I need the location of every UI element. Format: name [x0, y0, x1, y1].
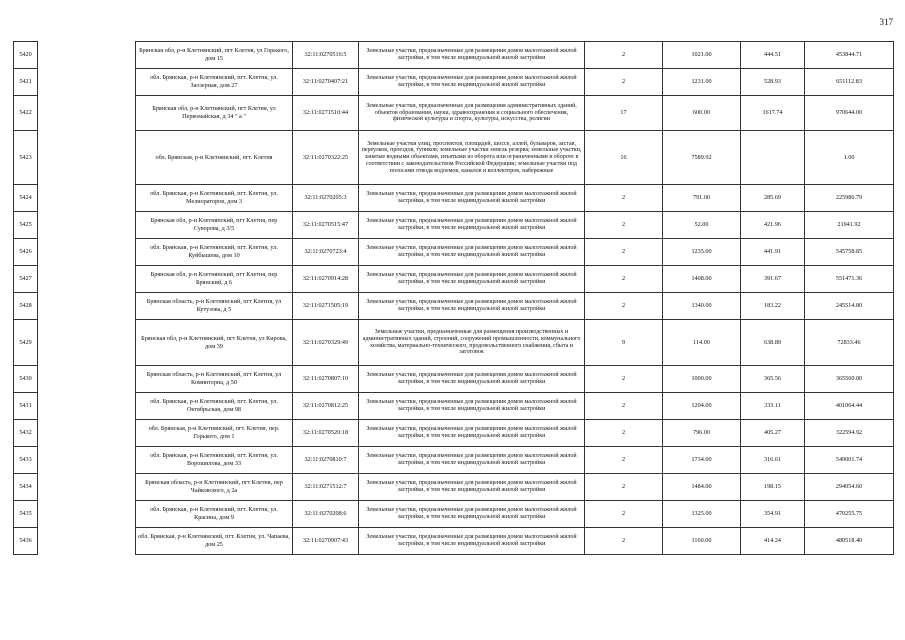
page-number: 317: [879, 17, 893, 27]
cell-cadastral-value: 453844.71: [805, 42, 894, 69]
table-row: [14, 239, 894, 266]
cell-cadastral-value: 1.00: [805, 131, 894, 185]
cell-area: 791.00: [663, 185, 741, 212]
cell-row-number: 5435: [14, 501, 38, 528]
cell-specific-value: 285.69: [741, 185, 805, 212]
cell-cadastral-value: 21941.92: [805, 212, 894, 239]
cell-group: 2: [585, 366, 663, 393]
cell-land-purpose: Земельные участки, предназначенные для размещения домов малоэтажной жилой застройки, в том числе индивидуальной жилой застройки: [359, 474, 585, 501]
cell-address: обл. Брянская, р-н Клетнянский, пгт. Клетня, ул. Ворошилова, дом 33: [136, 447, 293, 474]
cell-land-purpose: Земельные участки, предназначенные для размещения домов малоэтажной жилой застройки, в том числе индивидуальной жилой застройки: [359, 366, 585, 393]
table-body: [14, 42, 894, 555]
cell-cadastral-value: 322594.92: [805, 420, 894, 447]
cell-specific-value: 414.24: [741, 528, 805, 555]
cell-area: 1734.00: [663, 447, 741, 474]
cell-cadastral-number: 32:11:0270205:3: [293, 185, 359, 212]
cell-specific-value: 1617.74: [741, 96, 805, 131]
cell-group: 16: [585, 131, 663, 185]
cell-cadastral-number: 32:11:0270520:18: [293, 420, 359, 447]
cell-row-number: 5429: [14, 320, 38, 366]
cell-area: 114.00: [663, 320, 741, 366]
cell-land-purpose: Земельные участки, предназначенные для размещения домов малоэтажной жилой застройки, в том числе индивидуальной жилой застройки: [359, 393, 585, 420]
cell-row-number: 5428: [14, 293, 38, 320]
cell-blank: [38, 212, 136, 239]
cell-area: 1325.00: [663, 501, 741, 528]
cell-land-purpose: Земельные участки, предназначенные для размещения домов малоэтажной жилой застройки, в том числе индивидуальной жилой застройки: [359, 528, 585, 555]
cell-group: 2: [585, 501, 663, 528]
table-row: [14, 212, 894, 239]
cell-cadastral-value: 225980.79: [805, 185, 894, 212]
cell-specific-value: 198.15: [741, 474, 805, 501]
table-row: [14, 293, 894, 320]
cell-cadastral-number: 32:11:0271505:19: [293, 293, 359, 320]
cell-land-purpose: Земельные участки улиц, проспектов, площадей, шоссе, аллей, бульваров, застав, переулков, проездов, тупиков; земельные участки земель резерва; земельные участки, занятые водными объектами, изъятыми из оборота или ограниченными в обороте в соответствии с законодательством Российской Федерации; земельные участки под полосами отвода водоемов, каналов и коллекторов, набережные: [359, 131, 585, 185]
cell-group: 17: [585, 96, 663, 131]
cell-blank: [38, 320, 136, 366]
cell-specific-value: 444.51: [741, 42, 805, 69]
cell-land-purpose: Земельные участки, предназначенные для размещения производственных и административных зданий, строений, сооружений промышленности, коммунального хозяйства, материально-технического, продовольственного снабжения, сбыта и заготовок: [359, 320, 585, 366]
cell-cadastral-number: 32:11:0271512:7: [293, 474, 359, 501]
cell-row-number: 5427: [14, 266, 38, 293]
cell-cadastral-number: 32:11:0270208:6: [293, 501, 359, 528]
cell-address: обл. Брянская, р-н Клетнянский, пгт. Клетня, ул. Октябрьская, дом 98: [136, 393, 293, 420]
cell-group: 2: [585, 69, 663, 96]
cell-address: Брянская обл, р-н Клетнянский, пгт Клетня, пер Брянский, д 6: [136, 266, 293, 293]
table-row: [14, 393, 894, 420]
cell-group: 2: [585, 474, 663, 501]
cell-group: 2: [585, 528, 663, 555]
cell-cadastral-number: 32:11:0270723:4: [293, 239, 359, 266]
cell-address: Брянская обл, р-н Клетнянский, пгт Клетня, пер Суворова, д 3/5: [136, 212, 293, 239]
cell-blank: [38, 447, 136, 474]
cell-cadastral-value: 245514.80: [805, 293, 894, 320]
cell-cadastral-number: 32:11:0270516:5: [293, 42, 359, 69]
cell-specific-value: 405.27: [741, 420, 805, 447]
cell-land-purpose: Земельные участки, предназначенные для размещения домов малоэтажной жилой застройки, в том числе индивидуальной жилой застройки: [359, 42, 585, 69]
cell-specific-value: 316.61: [741, 447, 805, 474]
table-row: [14, 320, 894, 366]
cell-specific-value: 354.91: [741, 501, 805, 528]
cell-address: обл. Брянская, р-н Клетнянский, пгт. Клетня, ул. Чапаева, дом 25: [136, 528, 293, 555]
cell-address: обл. Брянская, р-н Клетнянский, пгт. Клетня, ул. Мелиораторов, дом 3: [136, 185, 293, 212]
cell-address: обл. Брянская, р-н Клетнянский, пгт. Клетня, ул. Красина, дом 9: [136, 501, 293, 528]
cell-group: 2: [585, 42, 663, 69]
cell-cadastral-number: 32:11:0270914:28: [293, 266, 359, 293]
cell-row-number: 5433: [14, 447, 38, 474]
cell-blank: [38, 96, 136, 131]
cell-address: обл. Брянская, р-н Клетнянский, пгт. Клетня, ул. Куйбышева, дом 10: [136, 239, 293, 266]
cell-address: обл. Брянская, р-н Клетнянский, пгт. Клетня, ул. Заозерная, дом 27: [136, 69, 293, 96]
cell-land-purpose: Земельные участки, предназначенные для размещения домов малоэтажной жилой застройки, в том числе индивидуальной жилой застройки: [359, 266, 585, 293]
cell-address: обл. Брянская, р-н Клетнянский, пгт. Клетня: [136, 131, 293, 185]
cell-row-number: 5436: [14, 528, 38, 555]
cell-blank: [38, 266, 136, 293]
cell-group: 2: [585, 420, 663, 447]
cell-cadastral-number: 32:11:0270807:10: [293, 366, 359, 393]
table-row: [14, 420, 894, 447]
cell-group: 2: [585, 447, 663, 474]
cell-specific-value: 365.56: [741, 366, 805, 393]
cell-address: Брянская обл, р-н Клетнянский, пгт Клетня, ул Горького, дом 15: [136, 42, 293, 69]
cell-area: 1484.00: [663, 474, 741, 501]
cell-area: 1235.00: [663, 239, 741, 266]
cell-land-purpose: Земельные участки, предназначенные для размещения домов малоэтажной жилой застройки, в том числе индивидуальной жилой застройки: [359, 239, 585, 266]
cell-specific-value: 638.89: [741, 320, 805, 366]
cell-blank: [38, 366, 136, 393]
table-row: [14, 366, 894, 393]
cell-row-number: 5420: [14, 42, 38, 69]
cell-blank: [38, 393, 136, 420]
cell-land-purpose: Земельные участки, предназначенные для размещения домов малоэтажной жилой застройки, в том числе индивидуальной жилой застройки: [359, 501, 585, 528]
cell-cadastral-value: 72833.46: [805, 320, 894, 366]
cell-area: 7589.92: [663, 131, 741, 185]
cell-specific-value: 441.91: [741, 239, 805, 266]
table-row: [14, 131, 894, 185]
cell-cadastral-number: 32:11:0271510:44: [293, 96, 359, 131]
cell-row-number: 5425: [14, 212, 38, 239]
cell-area: 1160.00: [663, 528, 741, 555]
cell-area: 1021.00: [663, 42, 741, 69]
cell-group: 2: [585, 212, 663, 239]
cell-group: 2: [585, 185, 663, 212]
cell-land-purpose: Земельные участки, предназначенные для размещения административных зданий, объектов образования, науки, здравоохранения и социального обеспечения, физической культуры и спорта, культуры, искусства, религии: [359, 96, 585, 131]
cell-specific-value: [741, 131, 805, 185]
cell-cadastral-value: 970644.00: [805, 96, 894, 131]
cell-address: Брянская область, р-н Клетнянский, пгт Клетня, ул Коминтерна, д 50: [136, 366, 293, 393]
cell-row-number: 5423: [14, 131, 38, 185]
cell-cadastral-number: 32:11:0270907:43: [293, 528, 359, 555]
table-row: [14, 42, 894, 69]
table-row: [14, 185, 894, 212]
table-row: [14, 447, 894, 474]
cell-row-number: 5422: [14, 96, 38, 131]
cell-cadastral-number: 32:11:0270515:47: [293, 212, 359, 239]
cell-cadastral-value: 545758.85: [805, 239, 894, 266]
cell-blank: [38, 293, 136, 320]
cell-row-number: 5432: [14, 420, 38, 447]
cell-specific-value: 333.11: [741, 393, 805, 420]
cell-cadastral-value: 365560.00: [805, 366, 894, 393]
cell-group: 2: [585, 293, 663, 320]
cell-land-purpose: Земельные участки, предназначенные для размещения домов малоэтажной жилой застройки, в том числе индивидуальной жилой застройки: [359, 293, 585, 320]
cell-specific-value: 528.93: [741, 69, 805, 96]
cell-area: 1408.00: [663, 266, 741, 293]
cell-blank: [38, 42, 136, 69]
cell-land-purpose: Земельные участки, предназначенные для размещения домов малоэтажной жилой застройки, в том числе индивидуальной жилой застройки: [359, 447, 585, 474]
cell-area: 1231.00: [663, 69, 741, 96]
cell-land-purpose: Земельные участки, предназначенные для размещения домов малоэтажной жилой застройки, в том числе индивидуальной жилой застройки: [359, 185, 585, 212]
table-row: [14, 266, 894, 293]
cell-address: обл. Брянская, р-н Клетнянский, пгт. Клетня, пер. Горького, дом 1: [136, 420, 293, 447]
cell-group: 2: [585, 239, 663, 266]
cell-blank: [38, 239, 136, 266]
cell-cadastral-value: 551471.36: [805, 266, 894, 293]
cell-address: Брянская обл, р-н Клетнянский, пгт Клетня, ул Кирова, дом 39: [136, 320, 293, 366]
cell-cadastral-value: 549001.74: [805, 447, 894, 474]
cell-cadastral-value: 480518.40: [805, 528, 894, 555]
cell-blank: [38, 420, 136, 447]
cell-address: Брянская обл, р-н Клетнянский, пгт Клетня, ул Первомайская, д 34 " а ": [136, 96, 293, 131]
cell-land-purpose: Земельные участки, предназначенные для размещения домов малоэтажной жилой застройки, в том числе индивидуальной жилой застройки: [359, 212, 585, 239]
cadastral-value-table: [13, 41, 894, 555]
cell-row-number: 5426: [14, 239, 38, 266]
cell-group: 2: [585, 266, 663, 293]
cell-address: Брянская область, р-н Клетнянский, пгт Клетня, ул Кутузова, д 5: [136, 293, 293, 320]
cell-cadastral-number: 32:11:0270810:7: [293, 447, 359, 474]
cell-cadastral-value: 401064.44: [805, 393, 894, 420]
cell-blank: [38, 474, 136, 501]
cell-land-purpose: Земельные участки, предназначенные для размещения домов малоэтажной жилой застройки, в том числе индивидуальной жилой застройки: [359, 69, 585, 96]
cell-cadastral-value: 294054.60: [805, 474, 894, 501]
cell-cadastral-value: 470255.75: [805, 501, 894, 528]
cell-row-number: 5424: [14, 185, 38, 212]
cell-area: 52.00: [663, 212, 741, 239]
cell-cadastral-number: 32:11:0270322:25: [293, 131, 359, 185]
table-row: [14, 474, 894, 501]
cell-specific-value: 421.96: [741, 212, 805, 239]
table-row: [14, 501, 894, 528]
cell-area: 1340.00: [663, 293, 741, 320]
table-row: [14, 69, 894, 96]
cell-row-number: 5434: [14, 474, 38, 501]
cell-area: 600.00: [663, 96, 741, 131]
cell-blank: [38, 69, 136, 96]
cell-group: 2: [585, 393, 663, 420]
table-row: [14, 528, 894, 555]
cell-cadastral-number: 32:11:0270407:21: [293, 69, 359, 96]
cell-area: 796.00: [663, 420, 741, 447]
cell-blank: [38, 131, 136, 185]
cell-row-number: 5431: [14, 393, 38, 420]
cell-address: Брянская область, р-н Клетнянский, пгт Клетня, пер Чайковского, д 2а: [136, 474, 293, 501]
cell-blank: [38, 501, 136, 528]
cell-cadastral-number: 32:11:0270329:49: [293, 320, 359, 366]
cell-cadastral-value: 651112.83: [805, 69, 894, 96]
cell-row-number: 5421: [14, 69, 38, 96]
cell-specific-value: 391.67: [741, 266, 805, 293]
table-row: [14, 96, 894, 131]
cell-group: 9: [585, 320, 663, 366]
cell-blank: [38, 528, 136, 555]
cell-cadastral-number: 32:11:0270812:25: [293, 393, 359, 420]
cell-specific-value: 183.22: [741, 293, 805, 320]
cell-area: 1000.00: [663, 366, 741, 393]
cell-blank: [38, 185, 136, 212]
cell-land-purpose: Земельные участки, предназначенные для размещения домов малоэтажной жилой застройки, в том числе индивидуальной жилой застройки: [359, 420, 585, 447]
cell-area: 1204.00: [663, 393, 741, 420]
cell-row-number: 5430: [14, 366, 38, 393]
